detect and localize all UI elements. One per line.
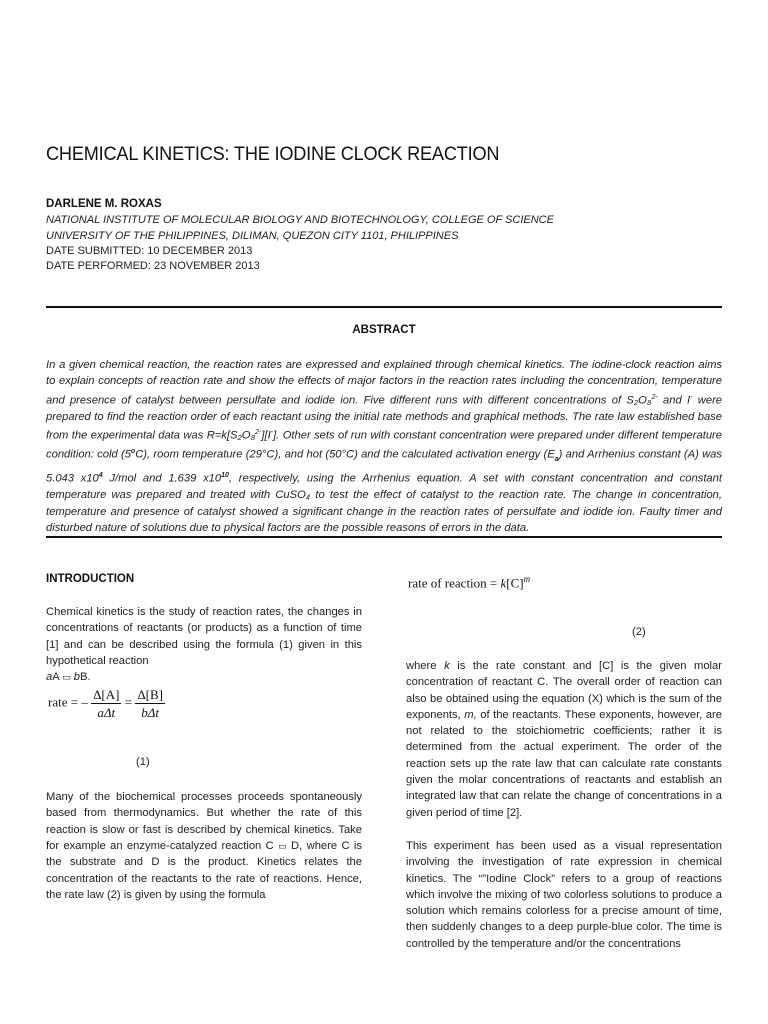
equation-1: rate = – $\frac{\Delta[A]}{\text{aΔt}}$ = $\frac{\Delta[B]}{\text{bΔt}}$: [48, 687, 164, 720]
author-name: DARLENE M. ROXAS: [46, 198, 162, 210]
reaction-arrow-icon: ▭: [62, 672, 71, 683]
affiliation-line-1: NATIONAL INSTITUTE OF MOLECULAR BIOLOGY AND BIOTECHNOLOGY, COLLEGE OF SCIENCE: [46, 214, 554, 226]
abstract-heading: ABSTRACT: [352, 324, 416, 336]
abstract-text: In a given chemical reaction, the reaction rates are expressed and explained through chemical kinetics. The iodine-clock reaction aims to explain concepts of reaction rate and show the effects of major factors in the reaction rates including the concentration, temperature and presence of catalyst between persulfate and iodide ion. Five different runs with different concentrations of S₂O₈$^{2-}$ and I- were prepared to find the reaction order of each reactant using the initial rate methods and graphical methods. The rate law established base from the experimental data was R=k[S₂O₈$^{2-}$][I-]. Other sets of run with constant concentration were prepared under different temperature condition: cold (5$^o$C), room temperature (29°C), and hot (50°C) and the calculated activation energy $(E_a)$ and Arrhenius constant (A) was 5.043 $x10^4$ J/mol and 1.639 $x10^{10}$, respectively, using the Arrhenius equation. A set with constant concentration and constant temperature was prepared and treated with CuSO₄ to test the effect of catalyst to the reaction rate. The change in concentration, temperature and presence of catalyst showed a significant change in the reaction rates of persulfate and iodide ion. Faulty timer and disturbed nature of solutions due to physical factors are the possible reasons of errors in the data.: [46, 359, 723, 534]
equation-2: rate of reaction = $k[C]^m$: [408, 574, 531, 591]
rate-law-paragraph: where k is the rate constant and [C] is the given molar concentration of reactant C. The overall order of reaction can also be obtained using the equation (X) which is the sum of the exponents, m, of the reactants. These exponents, however, are not related to the stoichiometric coefficients; rather it is determined from the actual experiment. The order of the reaction sets up the rate law that can calculate rate constants given the molar concentrations of reactants and establish an integrated law that can relate the change of concentrations in a given period of time [2].: [406, 660, 722, 819]
date-submitted: DATE SUBMITTED: 10 DECEMBER 2013: [46, 245, 253, 257]
paper-title: CHEMICAL KINETICS: THE IODINE CLOCK REACTION: [46, 143, 500, 165]
hypothetical-reaction: aA ▭ bB.: [46, 671, 91, 684]
equation-2-number: (2): [632, 626, 646, 638]
iodine-clock-paragraph: This experiment has been used as a visual representation involving the investigation of rate expression in chemical kinetics. The “”Iodine Clock” refers to a group of reactions which involve the mixing of two colorless solutions to produce a solution which remains colorless for a precise amount of time, then suddenly changes to a deep purple-blue color. The time is controlled by the temperature and/or the concentrations: [406, 840, 722, 950]
abstract-bottom-divider: [46, 536, 722, 538]
affiliation-line-2: UNIVERSITY OF THE PHILIPPINES, DILIMAN, QUEZON CITY 1101, PHILIPPINES: [46, 230, 459, 242]
top-divider: [46, 306, 722, 308]
equation-1-number: (1): [136, 756, 150, 768]
intro-paragraph-2: Many of the biochemical processes proceeds spontaneously based from thermodynamics. But whether the rate of this reaction is slow or fast is described by chemical kinetics. Take for example an enzyme-catalyzed reaction C ▭ D, where C is the substrate and D is the product. Kinetics relates the concentration of the reactants to the rate of reactions. Hence, the rate law (2) is given by using the formula: [46, 791, 363, 901]
intro-paragraph-1: Chemical kinetics is the study of reaction rates, the changes in concentrations of reactants (or products) as a function of time [1] and can be described using the formula (1) given in this hypothetical reaction aA ▭ bB.: [46, 604, 362, 686]
date-performed: DATE PERFORMED: 23 NOVEMBER 2013: [46, 260, 260, 272]
introduction-heading: INTRODUCTION: [46, 573, 135, 585]
reaction-arrow-icon: ▭: [278, 840, 287, 851]
